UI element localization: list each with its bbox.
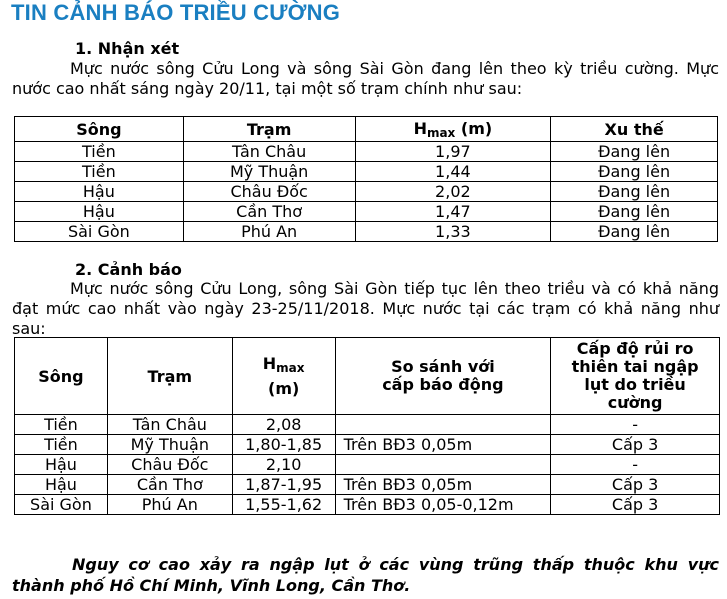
cell-compare xyxy=(335,455,551,475)
table-row xyxy=(15,435,720,455)
cell-song: Sài Gòn xyxy=(15,495,108,515)
cell-risk: Cấp 3 xyxy=(551,495,720,515)
cell-song: Sài Gòn xyxy=(15,222,184,242)
table-header-row xyxy=(15,338,720,415)
cell-song: Tiền xyxy=(15,142,184,162)
cell-hmax: 2,02 xyxy=(355,182,551,202)
footer-line: thành phố Hồ Chí Minh, Vĩnh Long, Cần Thơ. xyxy=(12,576,411,595)
table-row xyxy=(15,455,720,475)
cell-hmax: 1,47 xyxy=(355,202,551,222)
cell-tram: Cần Thơ xyxy=(183,202,355,222)
cell-tram: Phú An xyxy=(107,495,232,515)
risk-warning-note xyxy=(12,554,719,596)
hmax-h: H xyxy=(413,118,427,138)
col-header-hmax xyxy=(232,338,335,415)
hmax-h: H xyxy=(262,354,277,373)
risk-line3: lụt do triều xyxy=(584,375,686,394)
cell-hmax: 1,44 xyxy=(355,162,551,182)
risk-line4: cường xyxy=(607,393,663,412)
cell-trend: Đang lên xyxy=(551,162,718,182)
cell-tram: Mỹ Thuận xyxy=(183,162,355,182)
col-header-hmax xyxy=(355,117,551,142)
cell-risk: Cấp 3 xyxy=(551,435,720,455)
cell-risk: - xyxy=(551,455,720,475)
cell-risk: - xyxy=(551,415,720,435)
hmax-label xyxy=(233,354,335,375)
cell-song: Tiền xyxy=(15,415,108,435)
col-header-trend: Xu thế xyxy=(551,117,718,142)
hmax-unit: (m) xyxy=(268,379,300,398)
observation-table xyxy=(14,116,718,242)
col-header-compare xyxy=(335,338,551,415)
cell-trend: Đang lên xyxy=(551,182,718,202)
compare-line2: cấp báo động xyxy=(382,375,504,394)
cell-song: Hậu xyxy=(15,475,108,495)
section1-para-line: Mực nước sông Cửu Long và sông Sài Gòn đang lên theo kỳ triều cường. Mực xyxy=(70,59,719,78)
cell-hmax: 1,33 xyxy=(355,222,551,242)
cell-song: Hậu xyxy=(15,455,108,475)
cell-song: Tiền xyxy=(15,162,184,182)
section2-paragraph xyxy=(12,279,719,339)
cell-tram: Châu Đốc xyxy=(183,182,355,202)
cell-trend: Đang lên xyxy=(551,202,718,222)
compare-line1: So sánh với xyxy=(391,357,495,376)
section1-para-line: nước cao nhất sáng ngày 20/11, tại một số trạm chính như sau: xyxy=(12,79,523,98)
cell-song: Hậu xyxy=(15,182,184,202)
table-header-row xyxy=(15,117,718,142)
cell-hmax: 1,97 xyxy=(355,142,551,162)
table-row xyxy=(15,182,718,202)
cell-hmax: 2,10 xyxy=(232,455,335,475)
cell-hmax: 1,80-1,85 xyxy=(232,435,335,455)
cell-trend: Đang lên xyxy=(551,142,718,162)
risk-line2: thiên tai ngập xyxy=(571,357,699,376)
cell-hmax: 2,08 xyxy=(232,415,335,435)
col-header-song: Sông xyxy=(15,117,184,142)
cell-tram: Tân Châu xyxy=(183,142,355,162)
cell-tram: Tân Châu xyxy=(107,415,232,435)
section2-heading: 2. Cảnh báo xyxy=(75,260,182,279)
section2-para-line: Mực nước sông Cửu Long, sông Sài Gòn tiếp tục lên theo triều và có khả năng xyxy=(70,279,719,298)
col-header-risk-level xyxy=(551,338,720,415)
cell-song: Hậu xyxy=(15,202,184,222)
cell-compare: Trên BĐ3 0,05-0,12m xyxy=(335,495,551,515)
warning-table xyxy=(14,337,720,515)
risk-line1: Cấp độ rủi ro xyxy=(576,339,694,358)
cell-compare: Trên BĐ3 0,05m xyxy=(335,475,551,495)
table-row xyxy=(15,495,720,515)
cell-tram: Cần Thơ xyxy=(107,475,232,495)
cell-song: Tiền xyxy=(15,435,108,455)
section1-paragraph xyxy=(12,59,719,99)
document-title: TIN CẢNH BÁO TRIỀU CƯỜNG xyxy=(11,0,341,25)
section2-para-line: đạt mức cao nhất vào ngày 23-25/11/2018. Mực nước tại các trạm có khả năng như xyxy=(12,299,719,318)
cell-tram: Phú An xyxy=(183,222,355,242)
table-row xyxy=(15,202,718,222)
table-row xyxy=(15,222,718,242)
col-header-tram: Trạm xyxy=(183,117,355,142)
cell-tram: Mỹ Thuận xyxy=(107,435,232,455)
col-header-tram: Trạm xyxy=(107,338,232,415)
cell-compare xyxy=(335,415,551,435)
cell-risk: Cấp 3 xyxy=(551,475,720,495)
table-row xyxy=(15,142,718,162)
footer-line: Nguy cơ cao xảy ra ngập lụt ở các vùng trũng thấp thuộc khu vực xyxy=(72,555,719,574)
cell-tram: Châu Đốc xyxy=(107,455,232,475)
hmax-sub: max xyxy=(426,125,456,140)
cell-hmax: 1,87-1,95 xyxy=(232,475,335,495)
table-row xyxy=(15,415,720,435)
section1-heading: 1. Nhận xét xyxy=(75,39,180,58)
cell-compare: Trên BĐ3 0,05m xyxy=(335,435,551,455)
hmax-sub: max xyxy=(276,361,305,375)
table-row xyxy=(15,162,718,182)
cell-trend: Đang lên xyxy=(551,222,718,242)
section2-para-line: sau: xyxy=(12,319,46,338)
col-header-song: Sông xyxy=(15,338,108,415)
hmax-unit: (m) xyxy=(460,118,493,138)
cell-hmax: 1,55-1,62 xyxy=(232,495,335,515)
table-row xyxy=(15,475,720,495)
